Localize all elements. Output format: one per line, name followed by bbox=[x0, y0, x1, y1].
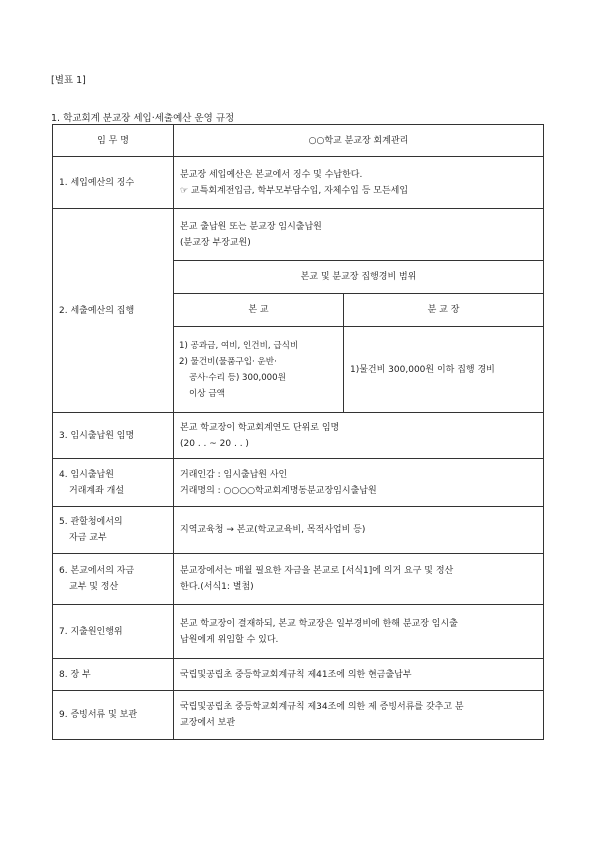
row9-label: 9. 증빙서류 및 보관 bbox=[53, 691, 174, 740]
row2-main-item4: 이상 금액 bbox=[189, 388, 225, 399]
row6-label-line2: 교부 및 정산 bbox=[69, 582, 119, 592]
row6-content bbox=[174, 554, 544, 605]
row5-label bbox=[53, 507, 174, 554]
row4-line1: 거래인감 : 임시출납원 사인 bbox=[180, 469, 288, 480]
header-task-name: 임 무 명 bbox=[53, 125, 174, 157]
table-row bbox=[53, 659, 544, 691]
row2-main-item1: 1) 공과금, 여비, 인건비, 급식비 bbox=[179, 340, 299, 351]
row4-content bbox=[174, 459, 544, 507]
row2-col-main-school: 본 교 bbox=[174, 294, 344, 327]
row7-line1: 본교 학교장이 결재하되, 본교 학교장은 일부경비에 한해 분교장 임시출 bbox=[180, 618, 458, 629]
row6-label bbox=[53, 554, 174, 605]
header-management: ○○학교 분교장 회계관리 bbox=[174, 125, 544, 157]
row3-content bbox=[174, 413, 544, 459]
row4-label-line1: 4. 임시출납원 bbox=[59, 469, 114, 480]
row2-col-branch: 분 교 장 bbox=[344, 294, 544, 327]
row1-line2: ☞ 교특회계전입금, 학부모부담수입, 자체수입 등 모든세입 bbox=[180, 185, 409, 196]
document-title: 1. 학교회계 분교장 세입·세출예산 운영 규정 bbox=[51, 113, 235, 124]
row5-content: 지역교육청 → 본교(학교교육비, 목적사업비 등) bbox=[174, 507, 544, 554]
row3-label: 3. 임시출납원 임명 bbox=[53, 413, 174, 459]
row5-label-line1: 5. 관할청에서의 bbox=[59, 517, 123, 527]
row3-line1: 본교 학교장이 학교회계연도 단위로 임명 bbox=[180, 422, 340, 433]
row5-label-line2: 자금 교부 bbox=[69, 533, 107, 543]
row2-main-item3: 공사·수리 등) 300,000원 bbox=[189, 372, 286, 383]
table-row bbox=[53, 507, 544, 554]
row9-content bbox=[174, 691, 544, 740]
row1-content bbox=[174, 157, 544, 209]
regulation-table bbox=[52, 124, 544, 740]
row9-line2: 교장에서 보관 bbox=[180, 718, 236, 728]
row6-line1: 분교장에서는 매월 필요한 자금을 본교로 [서식1]에 의거 요구 및 정산 bbox=[180, 566, 454, 576]
row2-main-items bbox=[174, 327, 344, 413]
row2-officer-line1: 본교 출납원 또는 분교장 임시출납원 bbox=[180, 221, 322, 232]
row6-label-line1: 6. 본교에서의 자금 bbox=[59, 566, 135, 576]
row2-branch-item: 1)물건비 300,000원 이하 집행 경비 bbox=[344, 327, 544, 413]
row4-line2: 거래명의 : ○○○○학교회계명동분교장임시출납원 bbox=[180, 485, 377, 496]
row4-label bbox=[53, 459, 174, 507]
row4-label-line2: 거래계좌 개설 bbox=[69, 485, 125, 496]
row8-content: 국립및공립초 중등학교회계규칙 제41조에 의한 현금출납부 bbox=[174, 659, 544, 691]
row2-officer bbox=[174, 209, 544, 261]
row2-main-item2: 2) 물건비(물품구입· 운반· bbox=[179, 356, 277, 367]
row2-officer-line2: (분교장 부장교원) bbox=[180, 237, 251, 248]
table-header-row bbox=[53, 125, 544, 157]
row2-label: 2. 세출예산의 집행 bbox=[53, 209, 174, 413]
row2-scope-title: 본교 및 분교장 집행경비 범위 bbox=[174, 261, 544, 294]
table-row bbox=[53, 605, 544, 659]
table-row bbox=[53, 691, 544, 740]
table-row bbox=[53, 459, 544, 507]
row1-line1: 분교장 세입예산은 본교에서 징수 및 수납한다. bbox=[180, 169, 363, 180]
row7-label: 7. 지출원인행위 bbox=[53, 605, 174, 659]
row8-label: 8. 장 부 bbox=[53, 659, 174, 691]
table-row bbox=[53, 413, 544, 459]
row7-line2: 납원에게 위임할 수 있다. bbox=[180, 634, 279, 645]
row7-content bbox=[174, 605, 544, 659]
row1-label: 1. 세입예산의 징수 bbox=[53, 157, 174, 209]
annex-label: [별표 1] bbox=[51, 75, 86, 86]
table-row bbox=[53, 157, 544, 209]
row6-line2: 한다.(서식1: 별첨) bbox=[180, 582, 254, 592]
row9-line1: 국립및공립초 중등학교회계규칙 제34조에 의한 제 증빙서류를 갖추고 분 bbox=[180, 702, 464, 712]
table-row bbox=[53, 554, 544, 605]
row3-line2: (20 . . ~ 20 . . ) bbox=[180, 438, 249, 449]
table-row bbox=[53, 209, 544, 261]
